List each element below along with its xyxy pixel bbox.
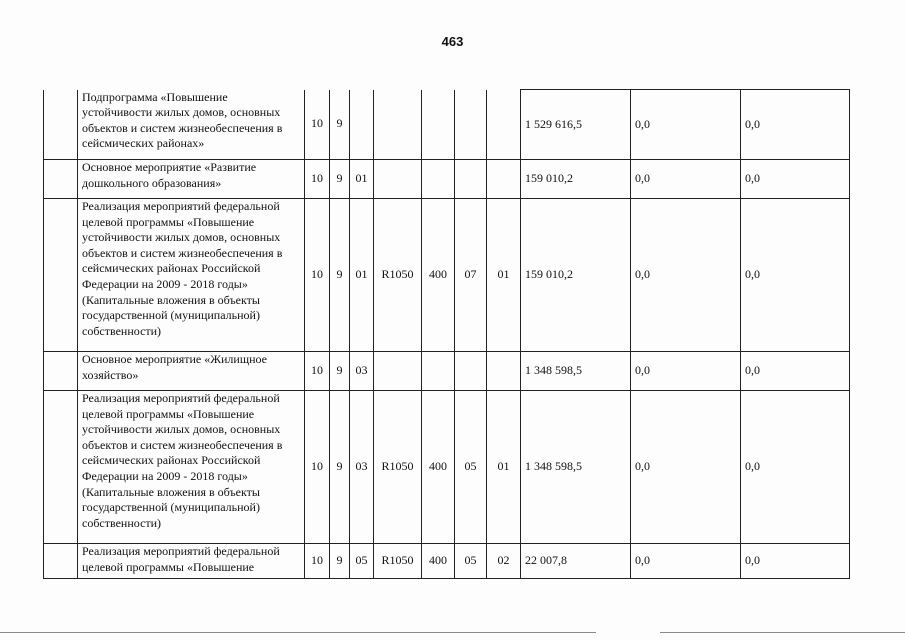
ministry-code: 10 (305, 160, 330, 199)
subsection-code-2 (487, 352, 521, 391)
amount-cell-1: 22 007,8 (521, 544, 631, 579)
subsection-code-2: 02 (487, 544, 521, 579)
row-name: Основное мероприятие «Жилищное хозяйство» (78, 352, 305, 391)
item-code: R1050 (374, 391, 422, 544)
amount-cell-2: 0,0 (631, 160, 741, 199)
row-number-cell (44, 199, 78, 352)
row-name: Реализация мероприятий федеральной целевой программы «Повышение устойчивости жилых домов, основных объектов и систем жизнеобеспечения в сейсмических районах Российской Федерации на 2009 - 2018 годы» (Капитальные вложения в объекты государственной (муниципальной) собственности) (78, 391, 305, 544)
ministry-code: 10 (305, 544, 330, 579)
amount-cell-2: 0,0 (631, 90, 741, 160)
section-code: 9 (330, 544, 350, 579)
program-code: 03 (350, 391, 374, 544)
table-body (44, 90, 850, 579)
amount-cell-3: 0,0 (741, 90, 850, 160)
amount-cell-3: 0,0 (741, 544, 850, 579)
amount-cell-1: 1 348 598,5 (521, 352, 631, 391)
section-code: 9 (330, 90, 350, 160)
amount-cell-3: 0,0 (741, 199, 850, 352)
ministry-code: 10 (305, 352, 330, 391)
item-code (374, 160, 422, 199)
subsection-code-1: 05 (455, 544, 487, 579)
program-code: 01 (350, 160, 374, 199)
row-name: Реализация мероприятий федеральной целевой программы «Повышение (78, 544, 305, 579)
section-code: 9 (330, 391, 350, 544)
program-code (350, 90, 374, 160)
subsection-code-1: 05 (455, 391, 487, 544)
expense-type-code (422, 352, 455, 391)
row-number-cell (44, 391, 78, 544)
budget-table (43, 89, 850, 579)
scan-edge-line (0, 632, 596, 633)
amount-cell-3: 0,0 (741, 160, 850, 199)
subsection-code-2: 01 (487, 199, 521, 352)
row-name: Подпрограмма «Повышение устойчивости жилых домов, основных объектов и систем жизнеобеспечения в сейсмических районах» (78, 90, 305, 160)
row-name: Реализация мероприятий федеральной целевой программы «Повышение устойчивости жилых домов, основных объектов и систем жизнеобеспечения в сейсмических районах Российской Федерации на 2009 - 2018 годы» (Капитальные вложения в объекты государственной (муниципальной) собственности) (78, 199, 305, 352)
subsection-code-2 (487, 90, 521, 160)
subsection-code-1 (455, 90, 487, 160)
section-code: 9 (330, 199, 350, 352)
amount-cell-2: 0,0 (631, 391, 741, 544)
ministry-code: 10 (305, 199, 330, 352)
expense-type-code: 400 (422, 391, 455, 544)
amount-cell-2: 0,0 (631, 544, 741, 579)
table-row (44, 544, 850, 579)
amount-cell-1: 159 010,2 (521, 199, 631, 352)
expense-type-code (422, 160, 455, 199)
subsection-code-1 (455, 352, 487, 391)
amount-cell-1: 159 010,2 (521, 160, 631, 199)
ministry-code: 10 (305, 391, 330, 544)
table-row (44, 90, 850, 160)
expense-type-code (422, 90, 455, 160)
item-code (374, 352, 422, 391)
section-code: 9 (330, 160, 350, 199)
amount-cell-1: 1 529 616,5 (521, 90, 631, 160)
program-code: 01 (350, 199, 374, 352)
expense-type-code: 400 (422, 199, 455, 352)
row-name: Основное мероприятие «Развитие дошкольного образования» (78, 160, 305, 199)
table-row (44, 160, 850, 199)
amount-cell-2: 0,0 (631, 199, 741, 352)
page-number: 463 (441, 34, 464, 49)
amount-cell-2: 0,0 (631, 352, 741, 391)
item-code (374, 90, 422, 160)
program-code: 03 (350, 352, 374, 391)
row-number-cell (44, 160, 78, 199)
subsection-code-1: 07 (455, 199, 487, 352)
ministry-code: 10 (305, 90, 330, 160)
row-number-cell (44, 544, 78, 579)
amount-cell-1: 1 348 598,5 (521, 391, 631, 544)
section-code: 9 (330, 352, 350, 391)
item-code: R1050 (374, 199, 422, 352)
scan-edge-line (660, 632, 905, 633)
subsection-code-2: 01 (487, 391, 521, 544)
item-code: R1050 (374, 544, 422, 579)
amount-cell-3: 0,0 (741, 391, 850, 544)
subsection-code-1 (455, 160, 487, 199)
subsection-code-2 (487, 160, 521, 199)
table-row (44, 199, 850, 352)
amount-cell-3: 0,0 (741, 352, 850, 391)
program-code: 05 (350, 544, 374, 579)
row-number-cell (44, 90, 78, 160)
table-row (44, 352, 850, 391)
expense-type-code: 400 (422, 544, 455, 579)
row-number-cell (44, 352, 78, 391)
table-row (44, 391, 850, 544)
